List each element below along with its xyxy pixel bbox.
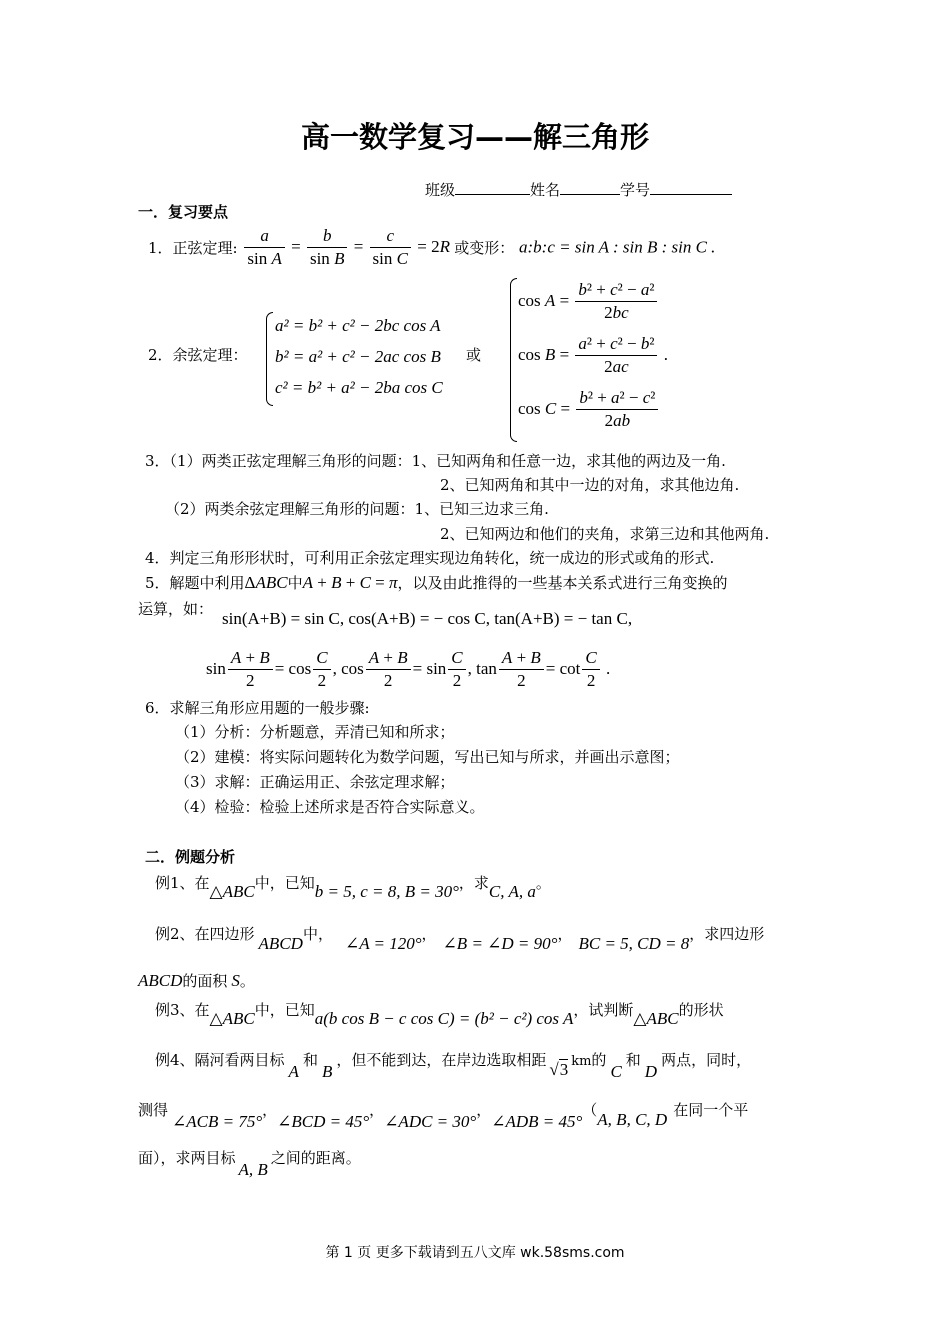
triangle-abc: ΔABC — [244, 573, 288, 592]
name-label: 姓名 — [530, 181, 561, 199]
item3-line2: 2、已知两角和其中一边的对角，求其他边角. — [440, 476, 740, 494]
cosine-rule-brace-left — [266, 312, 273, 406]
example4: 例4、隔河看两目标A和B，但不能到达，在岸边选取相距 √3 km的C和D两点，同时， — [155, 1051, 752, 1081]
example1: 例1、在△ABC中，已知b = 5, c = 8, B = 30°，求C, A, a。 — [155, 874, 551, 901]
cos-b-formula: cos B = $\frac{\text{a² + c² − b²}}{2ac}$ . — [518, 334, 668, 377]
item6-step: （4）检验：检验上述所求是否符合实际意义。 — [175, 798, 485, 816]
item5-line1: 5．解题中利用ΔABC中A + B + C = π，以及由此推得的一些基本关系式进行三角变换的 — [145, 573, 728, 592]
page-title: 高一数学复习——解三角形 — [300, 120, 649, 154]
identities-line2: sin $\frac{A + B}{2}$ = cos $\frac{C}{2}$ , cos $\frac{A + B}{2}$ = sin $\frac{C}{2}$ , tan $\frac{A + B}{2}$ = cot $\frac{C}{2}$ . — [206, 648, 611, 691]
sine-rule-ratio: a:b:c = sin A : sin B : sin C . — [519, 237, 716, 257]
section2-heading: 二．例题分析 — [145, 848, 236, 866]
name-blank[interactable] — [560, 180, 620, 195]
item6-step: （1）分析：分析题意，弄清已知和所求； — [175, 723, 455, 741]
example4-line2: 测得∠ACB = 75°，∠BCD = 45°，∠ADC = 30°，∠ADB = 45°（A, B, C, D 在同一个平 — [138, 1101, 749, 1131]
item3-line4: 2、已知两边和他们的夹角，求第三边和其他两角. — [440, 525, 770, 543]
id-blank[interactable] — [650, 180, 732, 195]
example4-line3: 面），求两目标A, B之间的距离。 — [138, 1149, 361, 1179]
cosine-eq3: c² = b² + a² − 2ba cos C — [275, 378, 443, 397]
section1-heading: 一．复习要点 — [138, 203, 229, 221]
example3: 例3、在△ABC中，已知a(b cos B − c cos C) = (b² − c²) cos A，试判断△ABC的形状 — [155, 1001, 724, 1028]
sine-rule — [148, 226, 715, 270]
item6-step: （2）建模：将实际问题转化为数学问题，写出已知与所求，并画出示意图； — [175, 748, 680, 766]
id-label: 学号 — [620, 181, 651, 199]
item3-line1: 3．（1）两类正弦定理解三角形的问题：1、已知两角和任意一边，求其他的两边及一角. — [145, 452, 726, 470]
example2-line2: ABCD的面积 S。 — [138, 971, 255, 990]
sine-rule-prefix: 1．正弦定理: — [148, 238, 238, 257]
cosine-or: 或 — [466, 346, 482, 364]
item4: 4．判定三角形形状时，可利用正余弦定理实现边角转化，统一成边的形式或角的形式. — [145, 549, 715, 567]
sine-rule-mid: 或变形： — [454, 238, 515, 257]
student-info — [425, 180, 732, 199]
cos-c-formula: cos C = $\frac{\text{b² + a² − c²}}{2ab}$ — [518, 388, 660, 432]
cosine-rule-prefix: 2．余弦定理： — [148, 346, 248, 364]
item5-line2: 运算，如： — [138, 600, 214, 618]
class-label: 班级 — [425, 181, 456, 199]
item6-step: （3）求解：正确运用正、余弦定理求解； — [175, 773, 455, 791]
sine-rule-formula: $\frac{a}{\text{sin A}}$ = $\frac{b}{\text{sin B}}$ = $\frac{c}{\text{sin C}}$ = 2R — [242, 237, 454, 256]
sqrt-three: √3 — [549, 1060, 569, 1079]
example2: 例2、在四边形 ABCD中， ∠A = 120°， ∠B = ∠D = 90°， BC = 5, CD = 8，求四边形 — [155, 925, 765, 953]
cosine-eq1: a² = b² + c² − 2bc cos A — [275, 316, 441, 335]
cos-a-formula: cos A = $\frac{\text{b² + c² − a²}}{2bc}$ — [518, 280, 659, 324]
identities-line1: sin(A+B) = sin C, cos(A+B) = − cos C, tan(A+B) = − tan C, — [222, 609, 633, 628]
item3-line3: （2）两类余弦定理解三角形的问题：1、已知三边求三角. — [165, 500, 549, 518]
class-blank[interactable] — [455, 180, 530, 195]
cosine-eq2: b² = a² + c² − 2ac cos B — [275, 347, 441, 366]
cosine-rule-brace-right — [510, 278, 517, 442]
page-footer: 第 1 页 更多下载请到五八文库 wk.58sms.com — [325, 1245, 625, 1261]
item6-heading: 6．求解三角形应用题的一般步骤: — [145, 699, 370, 717]
angle-sum: A + B + C = π — [302, 573, 398, 592]
